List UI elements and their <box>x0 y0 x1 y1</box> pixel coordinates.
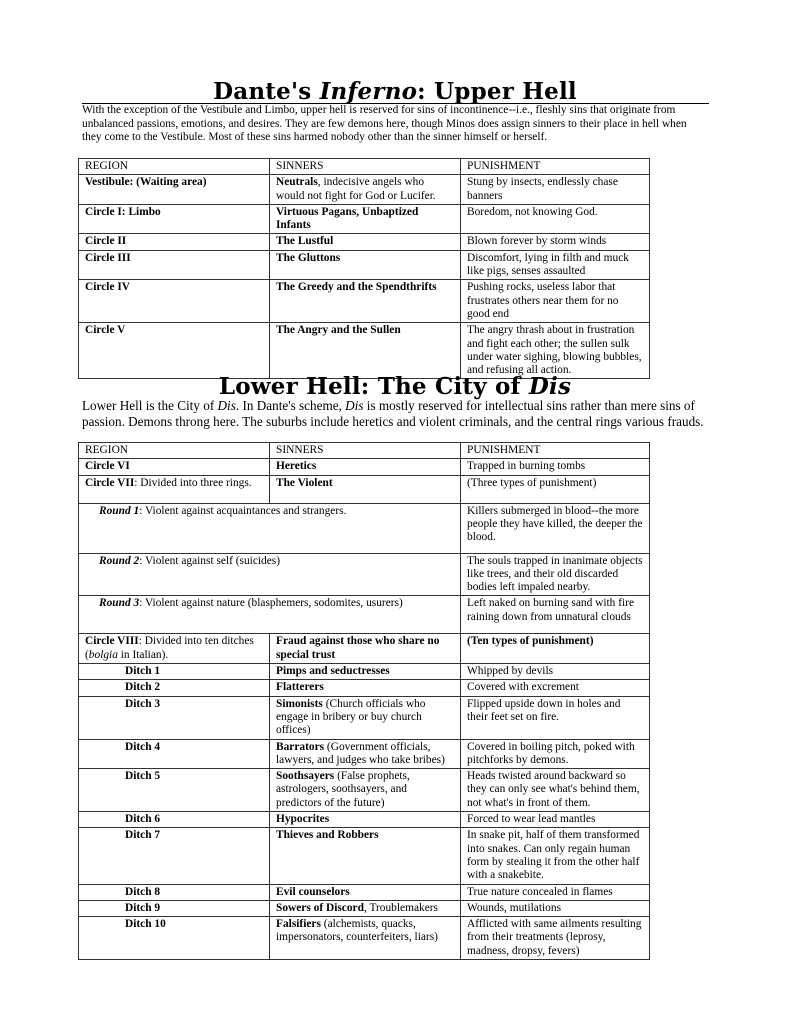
header-region: REGION <box>79 443 270 459</box>
ditch-cell: Ditch 9 <box>79 900 270 916</box>
round-cell: Round 2: Violent against self (suicides) <box>79 553 461 596</box>
punishment-cell: Heads twisted around backward so they can only see what's behind them, not what's in front of them. <box>461 769 650 812</box>
lower-intro: Lower Hell is the City of Dis. In Dante's scheme, Dis is mostly reserved for intellectual sins rather than mere sins of passion. Demons throng here. The suburbs include heretics and violent criminals, and the central rings various frauds. <box>82 398 704 429</box>
table-row <box>79 280 650 323</box>
table-row <box>79 680 650 696</box>
punishment-cell: Wounds, mutilations <box>461 900 650 916</box>
punishment-cell: Forced to wear lead mantles <box>461 812 650 828</box>
sinners-cell: Falsifiers (alchemists, quacks, impersonators, counterfeiters, liars) <box>270 917 461 960</box>
ditch-cell: Ditch 4 <box>79 739 270 769</box>
table-row <box>79 769 650 812</box>
punishment-cell: Discomfort, lying in filth and muck like pigs, senses assaulted <box>461 250 650 280</box>
sinners-cell: Neutrals, indecisive angels who would not fight for God or Lucifer. <box>270 175 461 205</box>
punishment-cell: (Three types of punishment) <box>461 475 650 503</box>
table-row <box>79 204 650 234</box>
lower-hell-title: Lower Hell: The City of Dis <box>218 373 572 400</box>
sinners-cell: Evil counselors <box>270 884 461 900</box>
punishment-cell: The angry thrash about in frustration and fight each other; the sullen sulk under water sighing, blowing bubbles, and refusing all action. <box>461 323 650 379</box>
table-row <box>79 553 650 596</box>
header-sinners: SINNERS <box>270 159 461 175</box>
punishment-cell: Boredom, not knowing God. <box>461 204 650 234</box>
sinners-cell: The Violent <box>270 475 461 503</box>
punishment-cell: In snake pit, half of them transformed into snakes. Can only regain human form by stealing it from the other half with a snakebite. <box>461 828 650 884</box>
ditch-cell: Ditch 6 <box>79 812 270 828</box>
header-region: REGION <box>79 159 270 175</box>
sinners-cell: The Lustful <box>270 234 461 250</box>
ditch-cell: Ditch 2 <box>79 680 270 696</box>
ditch-cell: Ditch 7 <box>79 828 270 884</box>
punishment-cell: Blown forever by storm winds <box>461 234 650 250</box>
punishment-cell: Whipped by devils <box>461 664 650 680</box>
table-header-row <box>79 159 650 175</box>
table-row <box>79 917 650 960</box>
upper-hell-table <box>78 158 650 379</box>
upper-intro: With the exception of the Vestibule and Limbo, upper hell is reserved for sins of incontinence--i.e., fleshly sins that originate from unbalanced passions, emotions, and desires. They are few demons here, though Minos does assign sinners to their place in hell when they come to the Vestibule. Most of these sins harmed nobody other than the sinner himself or herself. <box>82 104 687 143</box>
sinners-cell: Heretics <box>270 459 461 475</box>
table-row <box>79 739 650 769</box>
region-cell: Circle VIII: Divided into ten ditches (bolgia in Italian). <box>79 634 270 664</box>
sinners-cell: Flatterers <box>270 680 461 696</box>
punishment-cell: True nature concealed in flames <box>461 884 650 900</box>
table-row <box>79 503 650 553</box>
sinners-cell: Thieves and Robbers <box>270 828 461 884</box>
ditch-cell: Ditch 1 <box>79 664 270 680</box>
ditch-cell: Ditch 3 <box>79 696 270 739</box>
ditch-cell: Ditch 8 <box>79 884 270 900</box>
region-cell: Circle VII: Divided into three rings. <box>79 475 270 503</box>
table-row <box>79 323 650 379</box>
lower-hell-table <box>78 442 650 960</box>
table-row <box>79 664 650 680</box>
region-cell: Circle IV <box>79 280 270 323</box>
sinners-cell: The Greedy and the Spendthrifts <box>270 280 461 323</box>
sinners-cell: Simonists (Church officials who engage in bribery or buy church offices) <box>270 696 461 739</box>
table-row <box>79 696 650 739</box>
table-row <box>79 475 650 503</box>
ditch-cell: Ditch 5 <box>79 769 270 812</box>
table-row <box>79 250 650 280</box>
table-row <box>79 828 650 884</box>
table-header-row <box>79 443 650 459</box>
sinners-cell: Virtuous Pagans, Unbaptized Infants <box>270 204 461 234</box>
region-cell: Vestibule: (Waiting area) <box>79 175 270 205</box>
sinners-cell: Pimps and seductresses <box>270 664 461 680</box>
punishment-cell: Afflicted with same ailments resulting from their treatments (leprosy, madness, dropsy, fevers) <box>461 917 650 960</box>
sinners-cell: Barrators (Government officials, lawyers, and judges who take bribes) <box>270 739 461 769</box>
sinners-cell: Soothsayers (False prophets, astrologers, soothsayers, and predictors of the future) <box>270 769 461 812</box>
region-cell: Circle II <box>79 234 270 250</box>
table-row <box>79 884 650 900</box>
header-sinners: SINNERS <box>270 443 461 459</box>
punishment-cell: Covered in boiling pitch, poked with pitchforks by demons. <box>461 739 650 769</box>
punishment-cell: Stung by insects, endlessly chase banners <box>461 175 650 205</box>
punishment-cell: Covered with excrement <box>461 680 650 696</box>
table-row <box>79 459 650 475</box>
sinners-cell: The Angry and the Sullen <box>270 323 461 379</box>
ditch-cell: Ditch 10 <box>79 917 270 960</box>
punishment-cell: (Ten types of punishment) <box>461 634 650 664</box>
region-cell: Circle III <box>79 250 270 280</box>
punishment-cell: Flipped upside down in holes and their feet set on fire. <box>461 696 650 739</box>
header-punishment: PUNISHMENT <box>461 159 650 175</box>
upper-hell-title: Dante's Inferno: Upper Hell <box>213 78 577 105</box>
punishment-cell: The souls trapped in inanimate objects like trees, and their old discarded bodies left impaled nearby. <box>461 553 650 596</box>
region-cell: Circle I: Limbo <box>79 204 270 234</box>
header-punishment: PUNISHMENT <box>461 443 650 459</box>
region-cell: Circle VI <box>79 459 270 475</box>
sinners-cell: Hypocrites <box>270 812 461 828</box>
region-cell: Circle V <box>79 323 270 379</box>
punishment-cell: Killers submerged in blood--the more people they have killed, the deeper the blood. <box>461 503 650 553</box>
sinners-cell: The Gluttons <box>270 250 461 280</box>
round-cell: Round 3: Violent against nature (blasphemers, sodomites, usurers) <box>79 596 461 634</box>
table-row <box>79 634 650 664</box>
table-row <box>79 900 650 916</box>
table-row <box>79 234 650 250</box>
sinners-cell: Fraud against those who share no special trust <box>270 634 461 664</box>
round-cell: Round 1: Violent against acquaintances and strangers. <box>79 503 461 553</box>
punishment-cell: Pushing rocks, useless labor that frustrates others near them for no good end <box>461 280 650 323</box>
punishment-cell: Trapped in burning tombs <box>461 459 650 475</box>
table-row <box>79 175 650 205</box>
punishment-cell: Left naked on burning sand with fire raining down from unnatural clouds <box>461 596 650 634</box>
sinners-cell: Sowers of Discord, Troublemakers <box>270 900 461 916</box>
table-row <box>79 596 650 634</box>
table-row <box>79 812 650 828</box>
